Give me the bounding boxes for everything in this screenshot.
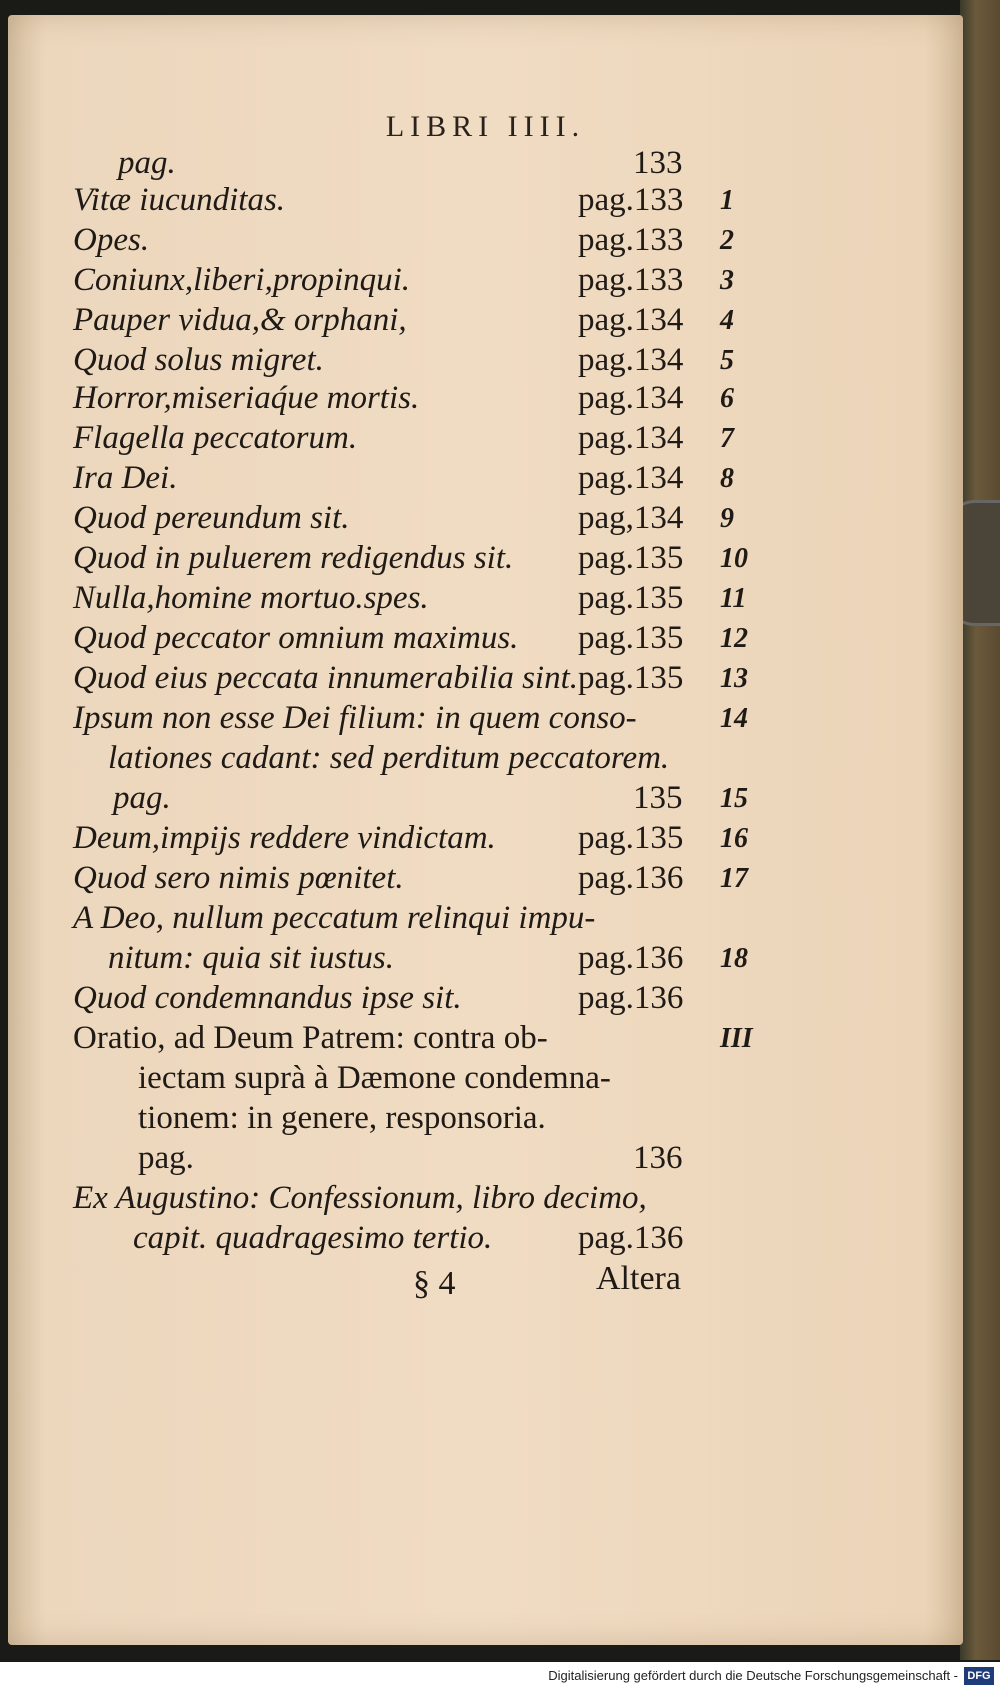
entry-title: Quod in puluerem redigendus sit. — [73, 540, 514, 576]
entry-number: 14 — [720, 703, 748, 734]
entry-title: Oratio, ad Deum Patrem: contra ob- — [73, 1020, 548, 1056]
entry-title: Pauper vidua,& orphani, — [73, 302, 407, 338]
entry-number: 5 — [720, 345, 734, 376]
entry-page: pag.135 — [578, 580, 684, 616]
entry-title: Opes. — [73, 222, 150, 258]
entry-number: 8 — [720, 463, 734, 494]
entry-number: 13 — [720, 663, 748, 694]
dfg-logo: DFG — [964, 1667, 994, 1685]
entry-title: Horror,miseriaq́ue mortis. — [73, 380, 420, 416]
entry-number: 16 — [720, 823, 748, 854]
entry-page: pag.134 — [578, 420, 684, 456]
entry-page: pag.134 — [578, 460, 684, 496]
entry-title: Flagella peccatorum. — [73, 420, 358, 456]
entry-page: pag.134 — [578, 302, 684, 338]
entry-title: iectam suprà à Dæmone condemna- — [138, 1060, 611, 1096]
entry-page: pag.136 — [578, 980, 684, 1016]
entry-number: 2 — [720, 225, 734, 256]
entry-title: pag. — [118, 145, 176, 181]
entry-page: pag.134 — [578, 380, 684, 416]
entry-number: 1 — [720, 185, 734, 216]
entry-title: Quod condemnandus ipse sit. — [73, 980, 462, 1016]
footer-bar — [0, 1662, 1000, 1695]
entry-page: pag.133 — [578, 262, 684, 298]
entry-title: Coniunx,liberi,propinqui. — [73, 262, 411, 298]
entry-title: tionem: in genere, responsoria. — [138, 1100, 546, 1136]
entry-title: Quod sero nimis pœnitet. — [73, 860, 404, 896]
entry-page: pag.136 — [578, 940, 684, 976]
entry-title: pag. — [138, 1140, 194, 1176]
entry-title: lationes cadant: sed perditum peccatorem. — [108, 740, 670, 776]
entry-title: Quod peccator omnium maximus. — [73, 620, 519, 656]
entry-number: 4 — [720, 305, 734, 336]
entry-title: Nulla,homine mortuo.spes. — [73, 580, 429, 616]
entry-title: Ipsum non esse Dei filium: in quem conso- — [73, 700, 637, 736]
entry-title: Quod eius peccata innumerabilia sint. — [73, 660, 579, 696]
entry-number: 3 — [720, 265, 734, 296]
entry-title: Quod pereundum sit. — [73, 500, 350, 536]
catchword: Altera — [596, 1260, 681, 1297]
entry-page: pag.135 — [578, 620, 684, 656]
entry-number: 11 — [720, 583, 747, 614]
entry-page: pag,134 — [578, 500, 684, 536]
entry-number: 12 — [720, 623, 748, 654]
entry-title: Vitæ iucunditas. — [73, 182, 286, 218]
entry-title: capit. quadragesimo tertio. — [133, 1220, 493, 1256]
entry-page: pag.136 — [578, 1220, 684, 1256]
entry-page: pag.135 — [578, 660, 684, 696]
entry-page: 135 — [633, 780, 683, 816]
entry-title: Quod solus migret. — [73, 342, 324, 378]
entry-title: pag. — [113, 780, 171, 816]
entry-number: 7 — [720, 423, 734, 454]
entry-title: Deum,impijs reddere vindictam. — [73, 820, 496, 856]
entry-title: Ex Augustino: Confessionum, libro decimo, — [73, 1180, 647, 1216]
entry-number: 6 — [720, 383, 734, 414]
entry-page: pag.133 — [578, 182, 684, 218]
footer-credit: Digitalisierung gefördert durch die Deutsche Forschungsgemeinschaft - — [548, 1668, 958, 1683]
entry-title: Ira Dei. — [73, 460, 178, 496]
entry-page: 136 — [633, 1140, 683, 1176]
entry-page: pag.135 — [578, 820, 684, 856]
entry-page: pag.136 — [578, 860, 684, 896]
entry-page: 133 — [633, 145, 683, 181]
entry-number: 10 — [720, 543, 748, 574]
entry-page: pag.134 — [578, 342, 684, 378]
entry-number: 9 — [720, 503, 734, 534]
entry-number: III — [720, 1023, 753, 1054]
entry-number: 18 — [720, 943, 748, 974]
book-page — [8, 15, 963, 1645]
signature-mark: § 4 — [413, 1265, 456, 1302]
entry-page: pag.133 — [578, 222, 684, 258]
entry-title: nitum: quia sit iustus. — [108, 940, 395, 976]
entry-number: 17 — [720, 863, 748, 894]
book-cover-edge — [960, 0, 1000, 1660]
entry-number: 15 — [720, 783, 748, 814]
entry-page: pag.135 — [578, 540, 684, 576]
running-head: LIBRI IIII. — [385, 110, 586, 143]
entry-title: A Deo, nullum peccatum relinqui impu- — [73, 900, 596, 936]
